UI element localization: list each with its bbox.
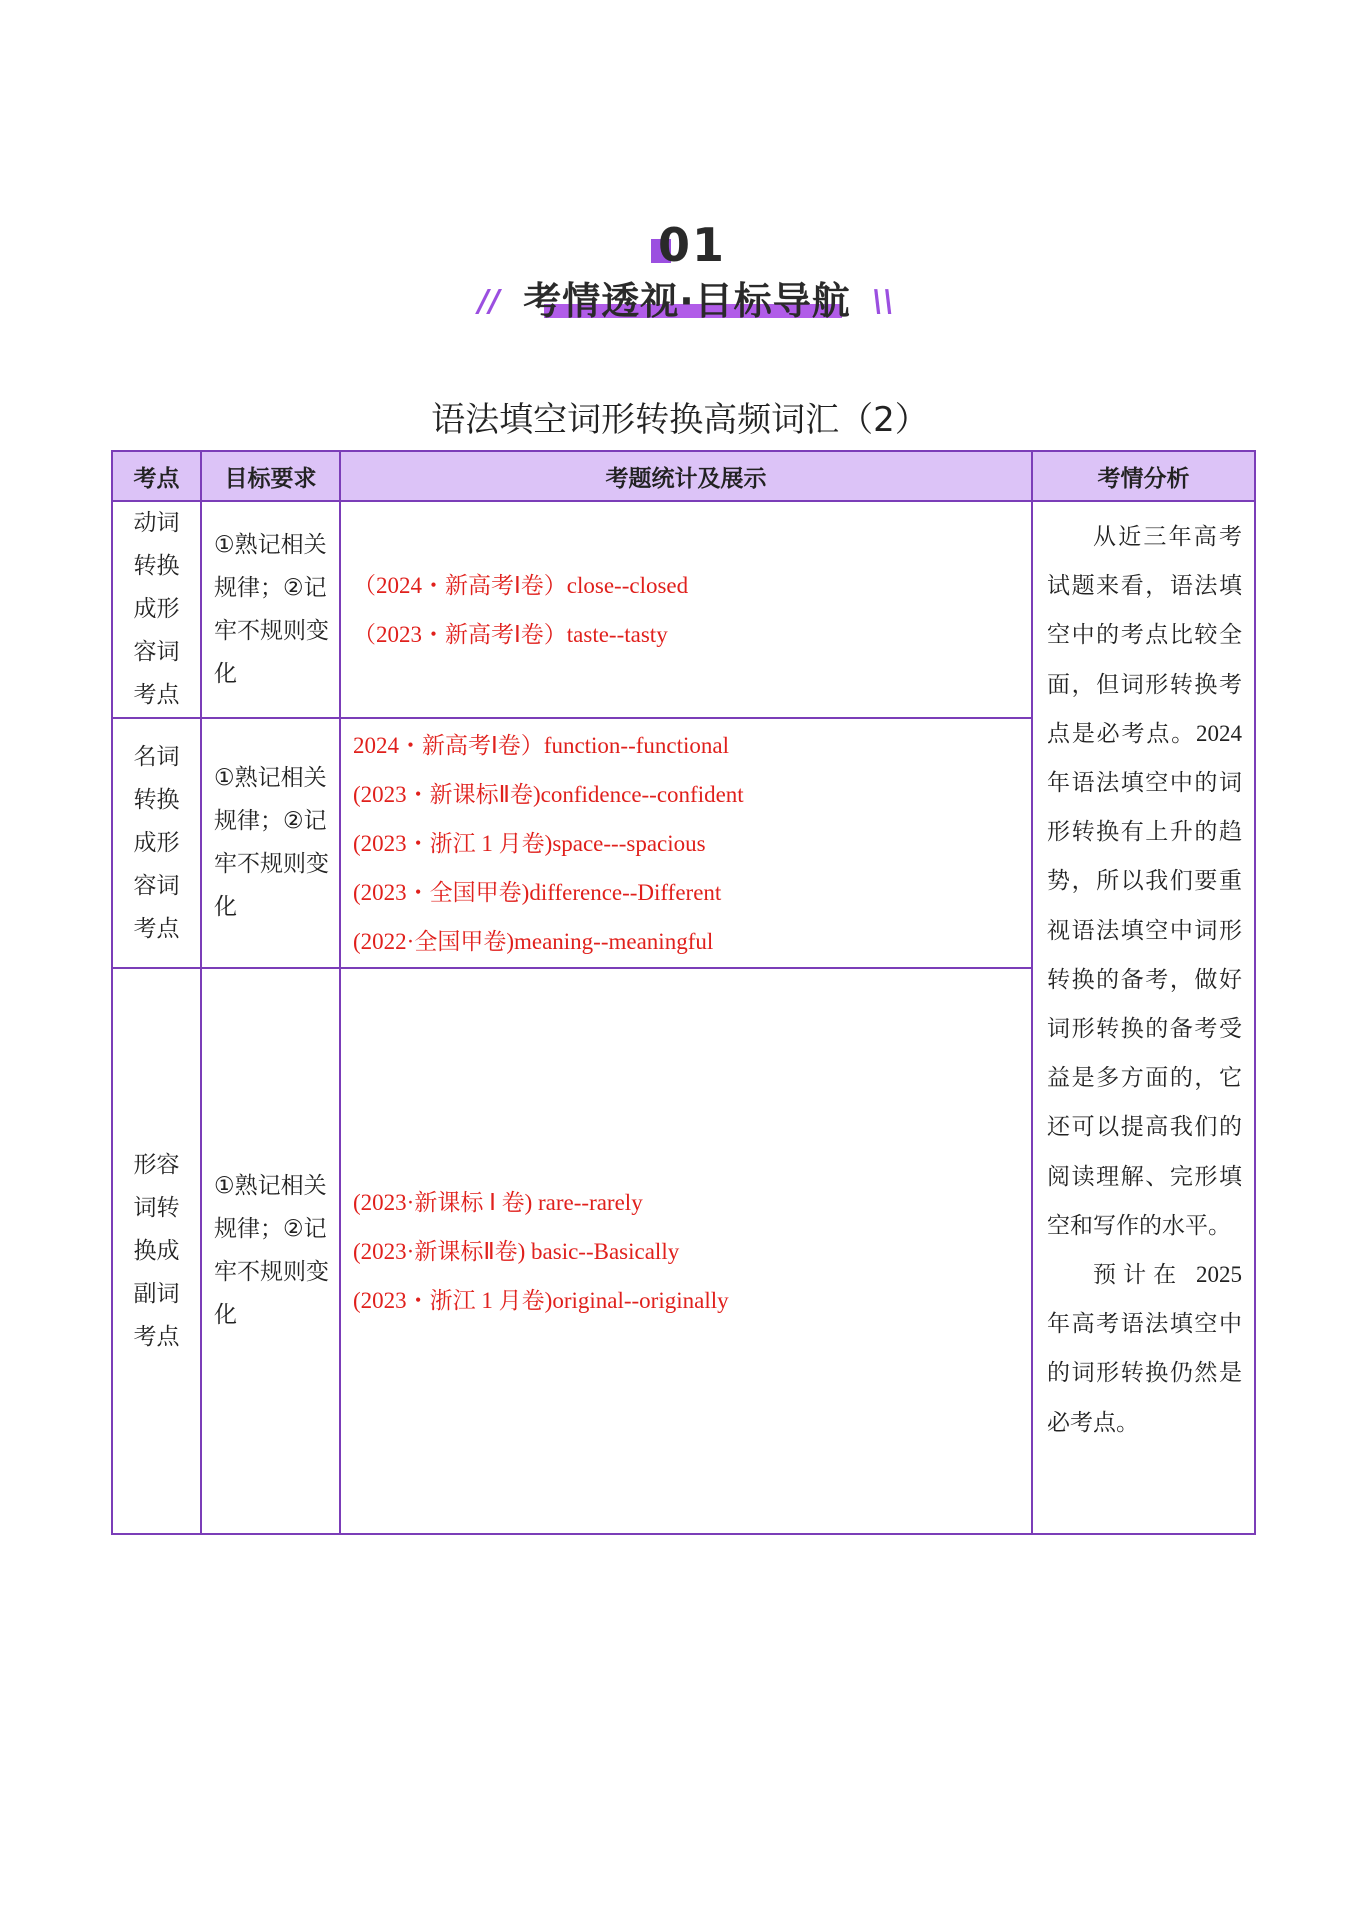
goal-cell: ①熟记相关规律；②记牢不规则变化 xyxy=(201,968,340,1534)
exam-analysis-table xyxy=(111,450,1256,1535)
point-cell xyxy=(112,968,201,1534)
example-item: (2022·全国甲卷)meaning--meaningful xyxy=(353,928,714,954)
point-text: 容词 xyxy=(133,639,180,665)
section-badge xyxy=(470,214,894,334)
example-item: （2024・新高考Ⅰ卷）close--closed xyxy=(353,572,689,598)
example-item: (2023・浙江 1 月卷)space---spacious xyxy=(353,830,706,856)
analysis-paragraph: 从近三年高考试题来看，语法填空中的考点比较全面，但词形转换考点是必考点。2024年语法填空中的词形转换有上升的趋势，所以我们要重视语法填空中词形转换的备考，做好词形转换的备考受益是多方面的，它还可以提高我们的阅读理解、完形填空和写作的水平。 xyxy=(1047,524,1242,1238)
example-item: (2023·新课标Ⅱ卷) basic--Basically xyxy=(353,1238,680,1264)
right-slash-decoration: \\ xyxy=(872,284,894,319)
point-text: 转换 xyxy=(133,553,180,579)
point-text: 形容 xyxy=(133,1151,180,1178)
point-text: 换成 xyxy=(133,1237,180,1264)
point-text: 动词 xyxy=(133,510,180,536)
point-text: 考点 xyxy=(133,1323,180,1350)
point-text: 词转 xyxy=(133,1194,180,1221)
goal-cell: ①熟记相关规律；②记牢不规则变化 xyxy=(201,718,340,968)
point-text: 考点 xyxy=(133,915,180,942)
example-item: (2023・全国甲卷)difference--Different xyxy=(353,879,722,905)
point-cell xyxy=(112,718,201,968)
analysis-paragraph: 预计在 2025 年高考语法填空中的词形转换仍然是必考点。 xyxy=(1047,1262,1242,1435)
example-item: 2024・新高考Ⅰ卷）function--functional xyxy=(353,732,729,758)
section-title: 考情透视·目标导航 xyxy=(523,279,851,323)
table-header-row xyxy=(112,451,1255,501)
point-text: 成形 xyxy=(133,829,180,856)
example-item: (2023·新课标 Ⅰ 卷) rare--rarely xyxy=(353,1189,643,1215)
point-text: 成形 xyxy=(133,596,180,622)
header-examples: 考题统计及展示 xyxy=(340,451,1032,501)
point-cell xyxy=(112,501,201,718)
point-text: 副词 xyxy=(133,1280,180,1307)
header-goal: 目标要求 xyxy=(201,451,340,501)
point-text: 考点 xyxy=(133,682,180,708)
analysis-cell xyxy=(1032,501,1255,1534)
examples-cell xyxy=(340,501,1032,718)
example-item: (2023・新课标Ⅱ卷)confidence--confident xyxy=(353,781,744,807)
examples-cell xyxy=(340,968,1032,1534)
header-point: 考点 xyxy=(112,451,201,501)
section-number: 01 xyxy=(658,218,727,272)
left-slash-decoration: // xyxy=(478,284,500,319)
document-title: 语法填空词形转换高频词汇（2） xyxy=(431,400,929,440)
goal-cell: ①熟记相关规律；②记牢不规则变化 xyxy=(201,501,340,718)
example-item: (2023・浙江 1 月卷)original--originally xyxy=(353,1287,729,1313)
point-text: 转换 xyxy=(133,786,180,813)
example-item: （2023・新高考Ⅰ卷）taste--tasty xyxy=(353,621,668,647)
point-text: 名词 xyxy=(133,743,180,770)
examples-cell xyxy=(340,718,1032,968)
table-row xyxy=(112,501,1255,718)
point-text: 容词 xyxy=(133,872,180,899)
header-analysis: 考情分析 xyxy=(1032,451,1255,501)
